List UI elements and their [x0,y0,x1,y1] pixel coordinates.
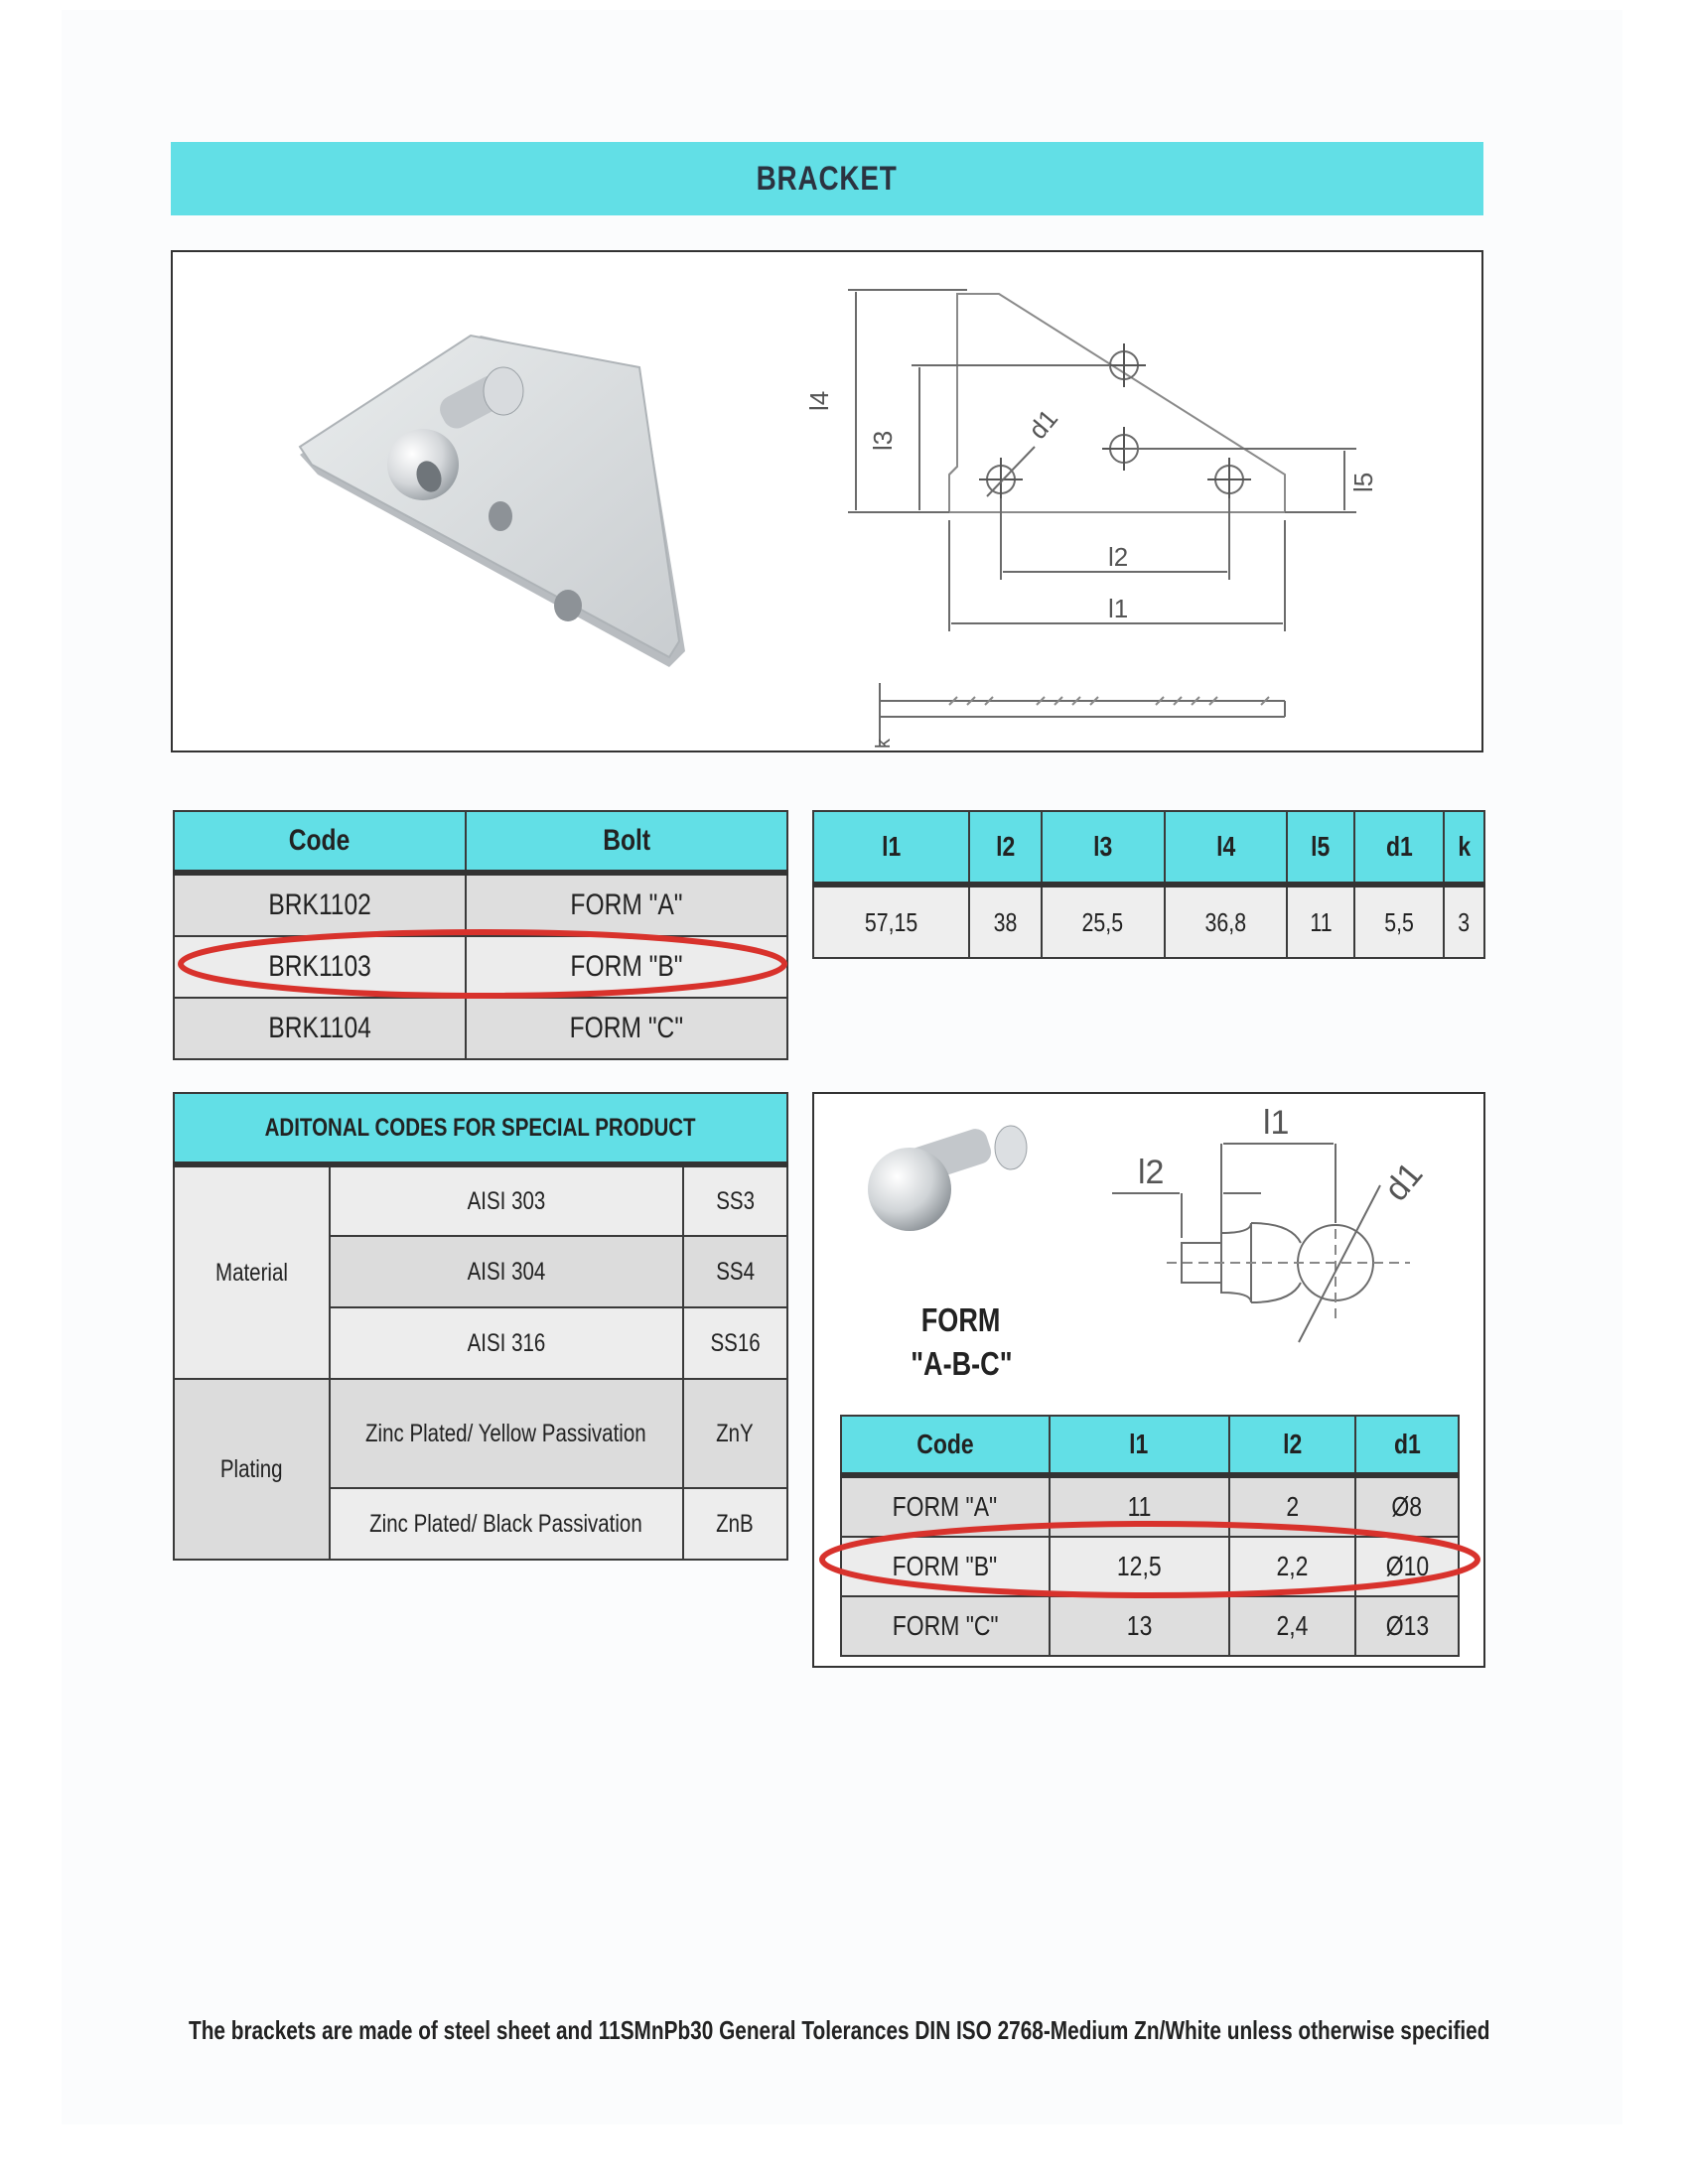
drawing-dimension-labels [804,391,1378,749]
bracket-technical-drawing [848,290,1356,747]
plating-label: Plating [174,1379,330,1560]
dim-header-k: k [1444,811,1484,885]
table-row: AISI 304 SS4 [174,1236,787,1307]
form-dim-label-l2: l2 [1138,1154,1165,1191]
dim-header-l3: l3 [1042,811,1165,885]
footnote: The brackets are made of steel sheet and 11SMnPb30 General Tolerances DIN ISO 2768-Medium Zn/White unless otherwise specified [189,2015,1490,2045]
table-row: AISI 316 SS16 [174,1307,787,1379]
material-label: Material [174,1164,330,1379]
dim-label-l2: l2 [1108,542,1129,572]
table-row: 57,15 38 25,5 36,8 11 5,5 3 [813,885,1484,958]
table-row: BRK1104 FORM "C" [174,998,787,1059]
table-row: Zinc Plated/ Black Passivation ZnB [174,1488,787,1560]
dim-label-l3: l3 [868,430,898,451]
additional-codes-title: ADITONAL CODES FOR SPECIAL PRODUCT [174,1093,787,1164]
table-row: FORM "B" 12,5 2,2 Ø10 [841,1537,1459,1596]
dim-label-d1: d1 [1022,403,1064,445]
table-row: BRK1102 FORM "A" [174,873,787,936]
table-row: BRK1103 FORM "B" [174,936,787,998]
form-abc-label: FORM "A-B-C" [910,1301,1013,1382]
dim-label-l5: l5 [1348,472,1378,492]
ball-stud-render [868,1126,1027,1231]
form-dim-label-l1: l1 [1263,1104,1290,1142]
dim-header-l1: l1 [813,811,969,885]
form-l1-header: l1 [1050,1416,1229,1475]
page-title-bar [171,142,1483,215]
page-title: BRACKET [756,159,899,198]
dim-header-l4: l4 [1165,811,1288,885]
form-l2-header: l2 [1229,1416,1355,1475]
form-table [840,1415,1460,1657]
bracket-3d-render [300,336,685,667]
dim-header-l2: l2 [969,811,1042,885]
dim-label-l1: l1 [1108,594,1129,623]
dimension-table [812,810,1485,959]
form-d1-header: d1 [1355,1416,1459,1475]
bracket-drawing-panel [171,250,1483,752]
code-header: Code [174,811,466,873]
table-row: FORM "A" 11 2 Ø8 [841,1475,1459,1537]
bolt-header: Bolt [466,811,787,873]
form-dimension-labels [1138,1104,1430,1208]
code-bolt-table [173,810,788,1060]
form-dim-label-d1: d1 [1377,1155,1431,1209]
table-row: Plating Zinc Plated/ Yellow Passivation ZnY [174,1379,787,1488]
dim-label-k: k [873,739,895,749]
table-row: Material AISI 303 SS3 [174,1164,787,1236]
bracket-drawing [173,252,1485,754]
dim-header-l5: l5 [1287,811,1354,885]
additional-codes-table [173,1092,788,1561]
dim-header-d1: d1 [1354,811,1444,885]
table-row: FORM "C" 13 2,4 Ø13 [841,1596,1459,1656]
form-code-header: Code [841,1416,1050,1475]
dim-label-l4: l4 [804,390,834,411]
